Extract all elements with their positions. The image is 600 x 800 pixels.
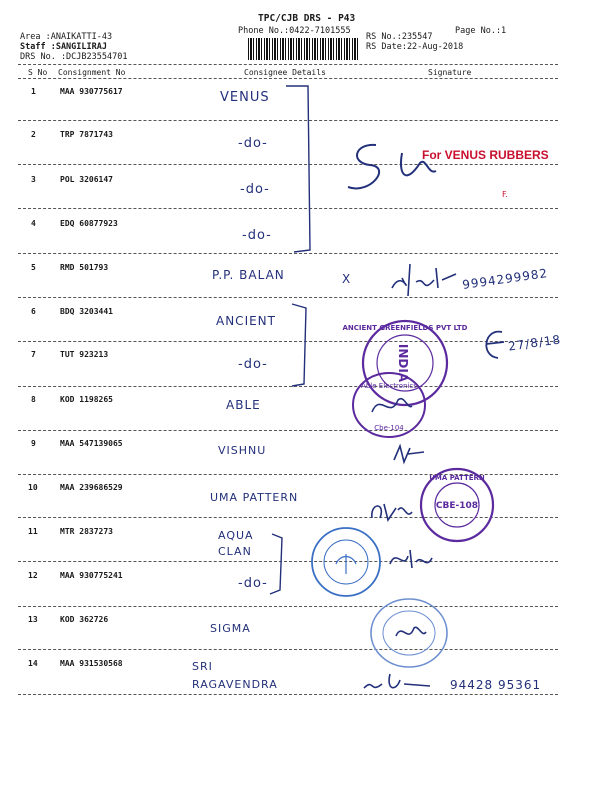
consignee-name: UMA PATTERN — [210, 491, 299, 504]
consignee-name: -do- — [238, 576, 268, 591]
uma-stamp-ring: UMA PATTERN — [429, 474, 485, 482]
row-sno: 14 — [28, 659, 38, 668]
header-divider-top — [18, 64, 558, 65]
row-divider — [18, 430, 558, 431]
signature-aqua — [386, 544, 436, 574]
sigma-stamp — [368, 596, 450, 670]
svg-text:F.: F. — [502, 190, 508, 199]
row-consignment: MTR 2837273 — [60, 527, 113, 536]
consignee-name: ABLE — [226, 398, 261, 412]
aqua-stamp — [308, 524, 384, 600]
document-title: TPC/CJB DRS - P43 — [258, 13, 356, 24]
row-consignment: KOD 362726 — [60, 615, 109, 624]
signature-row14 — [360, 670, 440, 700]
phone-number: Phone No.:0422-7101555 — [238, 26, 351, 36]
row-sno: 11 — [28, 527, 38, 536]
phone-note: 9994299982 — [461, 266, 549, 292]
row-divider — [18, 606, 558, 607]
consignee-name: ANCIENT — [216, 314, 276, 328]
page-number: Page No.:1 — [455, 26, 507, 36]
consignee-name: SRI RAGAVENDRA — [192, 660, 278, 691]
row-consignment: RMD 501793 — [60, 263, 109, 272]
signature-uma — [366, 496, 416, 526]
row-consignment: MAA 931530568 — [60, 659, 123, 668]
area-field: Area :ANAIKATTI-43 — [20, 32, 113, 42]
bracket-aqua-group — [270, 530, 300, 600]
drs-number: DRS No. :DCJB23554701 — [20, 52, 128, 62]
date-note: 27/8/18 — [507, 332, 562, 354]
uma-stamp-center: CBE-108 — [435, 501, 479, 511]
consignee-name: AQUA CLAN — [218, 529, 254, 558]
able-stamp-ring: Able Electronics — [361, 382, 417, 390]
row-consignment: POL 3206147 — [60, 175, 113, 184]
phone-note: 94428 95361 — [450, 678, 542, 692]
row-sno: 3 — [31, 175, 36, 184]
signature-venus — [340, 135, 460, 200]
row-divider — [18, 649, 558, 650]
row-sno: 7 — [31, 350, 36, 359]
consignee-name: -do- — [240, 182, 270, 197]
bracket-venus-group — [280, 80, 320, 260]
row-sno: 6 — [31, 307, 36, 316]
col-header-signature: Signature — [428, 68, 472, 77]
row-consignment: TRP 7871743 — [60, 130, 113, 139]
row-consignment: MAA 239686529 — [60, 483, 123, 492]
row-sno: 10 — [28, 483, 38, 492]
row-sno: 5 — [31, 263, 36, 272]
row-sno: 13 — [28, 615, 38, 624]
ancient-stamp-ring: ANCIENT GREENFIELDS PVT LTD — [342, 324, 468, 332]
staff-field: Staff :SANGILIRAJ — [20, 42, 107, 52]
row-sno: 2 — [31, 130, 36, 139]
row-consignment: TUT 923213 — [60, 350, 109, 359]
consignee-name: VENUS — [220, 90, 270, 105]
consignee-name: VISHNU — [218, 444, 267, 457]
row-sno: 1 — [31, 87, 36, 96]
row-consignment: MAA 930775241 — [60, 571, 123, 580]
row-sno: 4 — [31, 219, 36, 228]
consignee-name: -do- — [242, 228, 272, 243]
col-header-sno: S No — [28, 68, 48, 77]
venus-stamp: For VENUS RUBBERS — [422, 148, 549, 162]
bracket-ancient-group — [290, 300, 320, 390]
consignee-name: P.P. BALAN — [212, 268, 285, 282]
row-sno: 9 — [31, 439, 36, 448]
consignee-name: -do- — [238, 136, 268, 151]
row-divider — [18, 297, 558, 298]
row-divider — [18, 694, 558, 695]
consignee-name: SIGMA — [210, 622, 251, 635]
row-sno: 8 — [31, 395, 36, 404]
consignee-name: -do- — [238, 357, 268, 372]
row-consignment: MAA 547139065 — [60, 439, 123, 448]
rs-number: RS No.:235547 — [366, 32, 433, 42]
x-mark: X — [342, 272, 352, 286]
row-sno: 12 — [28, 571, 38, 580]
col-header-consignee: Consignee Details — [244, 68, 326, 77]
row-divider — [18, 386, 558, 387]
row-consignment: KOD 1198265 — [60, 395, 113, 404]
able-stamp-sub: Cbe-104 — [374, 424, 404, 432]
row-consignment: EDQ 60877923 — [60, 219, 118, 228]
header-divider-bottom — [18, 78, 558, 79]
able-stamp — [350, 370, 428, 440]
row-consignment: MAA 930775617 — [60, 87, 123, 96]
ancient-stamp-center: INDIA — [396, 343, 410, 383]
col-header-consignment: Consignment No — [58, 68, 126, 77]
signature-ancient — [476, 326, 510, 362]
signature-row5 — [382, 258, 462, 303]
barcode — [248, 38, 360, 60]
stamp-mark — [500, 186, 520, 200]
row-consignment: BDQ 3203441 — [60, 307, 113, 316]
uma-stamp — [418, 466, 496, 544]
rs-date: RS Date:22-Aug-2018 — [366, 42, 464, 52]
